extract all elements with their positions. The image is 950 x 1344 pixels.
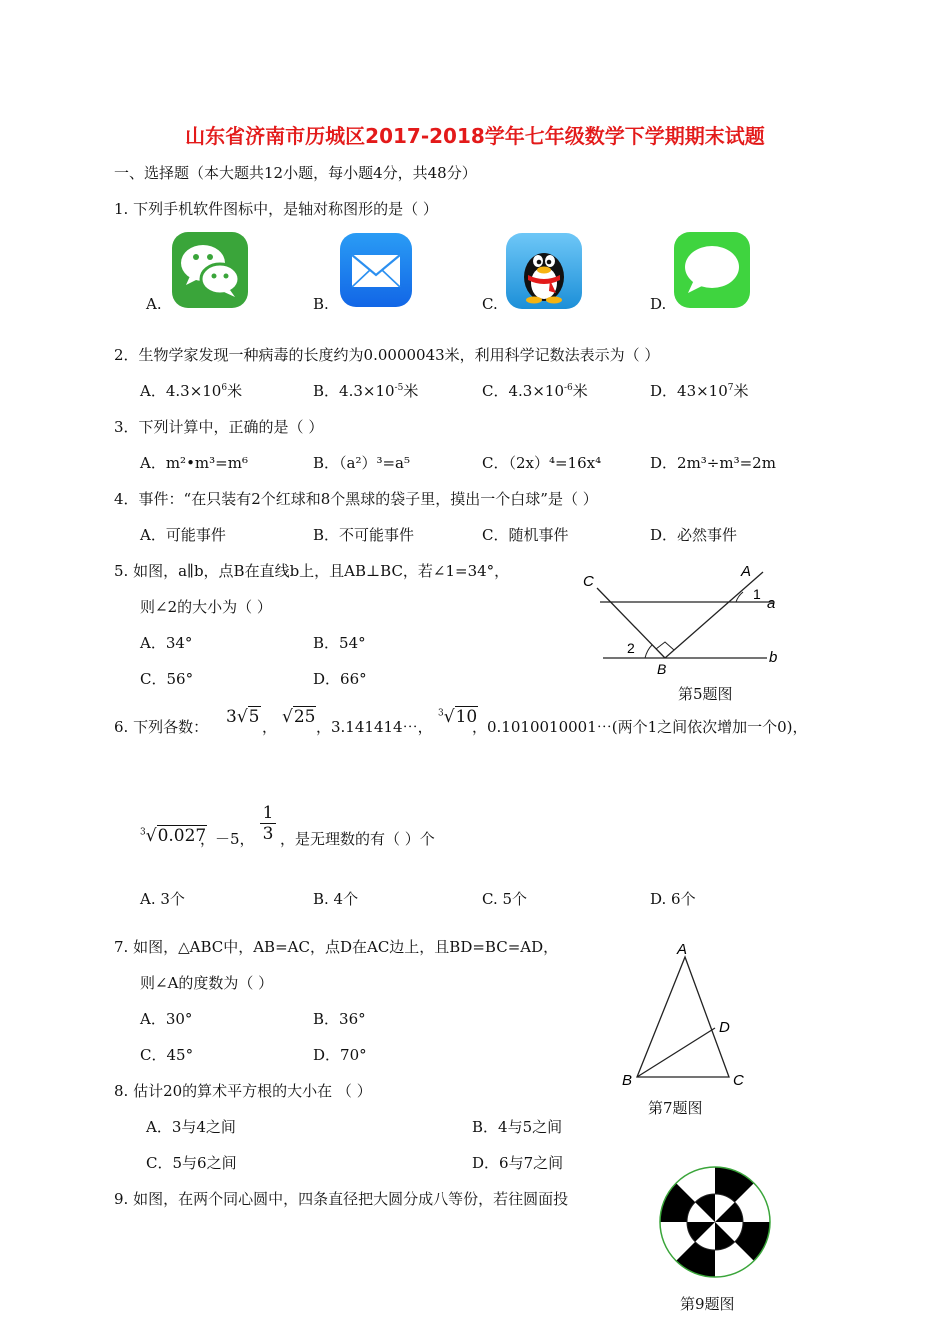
q1-option-a-label: A.	[146, 295, 162, 313]
q3-option-b: B．（a²）³=a⁵	[313, 454, 411, 472]
fig5-label-b-point: B	[657, 661, 667, 677]
question-2-stem: 2．生物学家发现一种病毒的长度约为0.0000043米，利用科学记数法表示为（ ）	[114, 346, 660, 364]
q4-option-a: A．可能事件	[140, 526, 226, 544]
q8-option-c: C．5与6之间	[146, 1154, 237, 1172]
figure-7-triangle	[615, 935, 755, 1095]
fig5-line-b: b	[769, 649, 778, 666]
q1-option-b-label: B.	[313, 295, 329, 313]
figure-7-caption: 第7题图	[648, 1099, 703, 1117]
q2-option-a: A．$4.3\times 10^6$米	[140, 382, 243, 400]
question-3-stem: 3．下列计算中，正确的是（ ）	[114, 418, 324, 436]
fig5-angle-2: 2	[627, 640, 635, 656]
q1-option-c-label: C.	[482, 295, 498, 313]
q5-option-b: B．54°	[313, 634, 366, 652]
figure-5-caption: 第5题图	[678, 685, 733, 703]
fig7-label-b: B	[622, 1072, 633, 1089]
question-8-stem: 8. 估计20的算术平方根的大小在 （ ）	[114, 1082, 372, 1100]
q3-option-a: A．m²•m³=m⁶	[140, 454, 248, 472]
fig7-label-a: A	[677, 941, 688, 958]
q3-option-c: C．（2x）⁴=16x⁴	[482, 454, 602, 472]
fig5-line-a: a	[767, 595, 776, 612]
q6-question-end: ，是无理数的有（ ）个	[280, 830, 435, 848]
q8-option-d: D．6与7之间	[472, 1154, 564, 1172]
q6-neg-five: ，－5，	[200, 830, 255, 848]
mail-icon	[340, 233, 412, 307]
section-heading: 一、选择题（本大题共12小题，每小题4分，共48分）	[114, 164, 477, 182]
question-4-stem: 4．事件：“在只装有2个红球和8个黑球的袋子里，摸出一个白球”是（ ）	[114, 490, 598, 508]
q6-comma-1: ，	[262, 718, 278, 736]
fig7-label-d: D	[719, 1019, 730, 1036]
fig5-angle-1: 1	[753, 586, 761, 602]
qq-penguin-icon	[506, 233, 582, 309]
q2-option-c: C．$4.3\times 10^{-6}$米	[482, 382, 588, 400]
q7-option-c: C．45°	[140, 1046, 194, 1064]
q2-option-b: B．$4.3\times 10^{-5}$米	[313, 382, 419, 400]
figure-9-concentric-circles	[655, 1162, 775, 1282]
q5-option-d: D．66°	[313, 670, 367, 688]
figure-5-diagram	[575, 560, 795, 685]
question-9-stem: 9. 如图，在两个同心圆中，四条直径把大圆分成八等份，若往圆面投	[114, 1190, 569, 1208]
q6-pi-approx: ，3.141414⋯，	[316, 718, 433, 736]
q6-radical-3root5: 3√5	[226, 707, 260, 727]
fig7-label-c: C	[733, 1072, 744, 1089]
question-5-stem-2: 则∠2的大小为（ ）	[140, 598, 272, 616]
question-7-stem: 7. 如图，△ABC中，AB=AC，点D在AC边上，且BD=BC=AD，	[114, 938, 559, 956]
q6-option-b: B. 4个	[313, 890, 359, 908]
q6-radical-root25: √25	[282, 707, 316, 727]
q6-sequence-text: ，0.1010010001⋯(两个1之间依次增加一个0)，	[472, 718, 808, 736]
figure-9-caption: 第9题图	[680, 1295, 735, 1313]
q1-option-d-label: D.	[650, 295, 667, 313]
wechat-icon	[172, 232, 248, 308]
q8-option-a: A．3与4之间	[146, 1118, 236, 1136]
q4-option-b: B．不可能事件	[313, 526, 415, 544]
q6-option-d: D. 6个	[650, 890, 696, 908]
q2-option-d: D．$43\times 10^7$米	[650, 382, 749, 400]
question-1-stem: 1. 下列手机软件图标中，是轴对称图形的是（ ）	[114, 200, 438, 218]
question-7-stem-2: 则∠A的度数为（ ）	[140, 974, 274, 992]
q4-option-d: D．必然事件	[650, 526, 738, 544]
question-5-stem: 5. 如图，a∥b，点B在直线b上，且AB⊥BC，若∠1=34°，	[114, 562, 510, 580]
q4-option-c: C．随机事件	[482, 526, 569, 544]
question-6-stem: 6. 下列各数：	[114, 718, 209, 736]
q7-option-d: D．70°	[313, 1046, 367, 1064]
q7-option-b: B．36°	[313, 1010, 366, 1028]
q5-option-c: C．56°	[140, 670, 194, 688]
q6-option-a: A. 3个	[140, 890, 185, 908]
fig5-label-a-point: A	[741, 563, 752, 580]
page-title: 山东省济南市历城区2017-2018学年七年级数学下学期期末试题	[185, 124, 765, 148]
q5-option-a: A．34°	[140, 634, 193, 652]
q3-option-d: D．2m³÷m³=2m	[650, 454, 776, 472]
q8-option-b: B．4与5之间	[472, 1118, 563, 1136]
q6-option-c: C. 5个	[482, 890, 528, 908]
q6-cuberoot-0027: $^3$√0.027	[140, 826, 207, 846]
q6-fraction-one-third: $\frac{1}{3}$	[260, 803, 276, 844]
message-icon	[674, 232, 750, 308]
q6-cuberoot-10: $^3$√10	[438, 707, 478, 727]
q7-option-a: A．30°	[140, 1010, 193, 1028]
fig5-label-c: C	[583, 573, 594, 590]
